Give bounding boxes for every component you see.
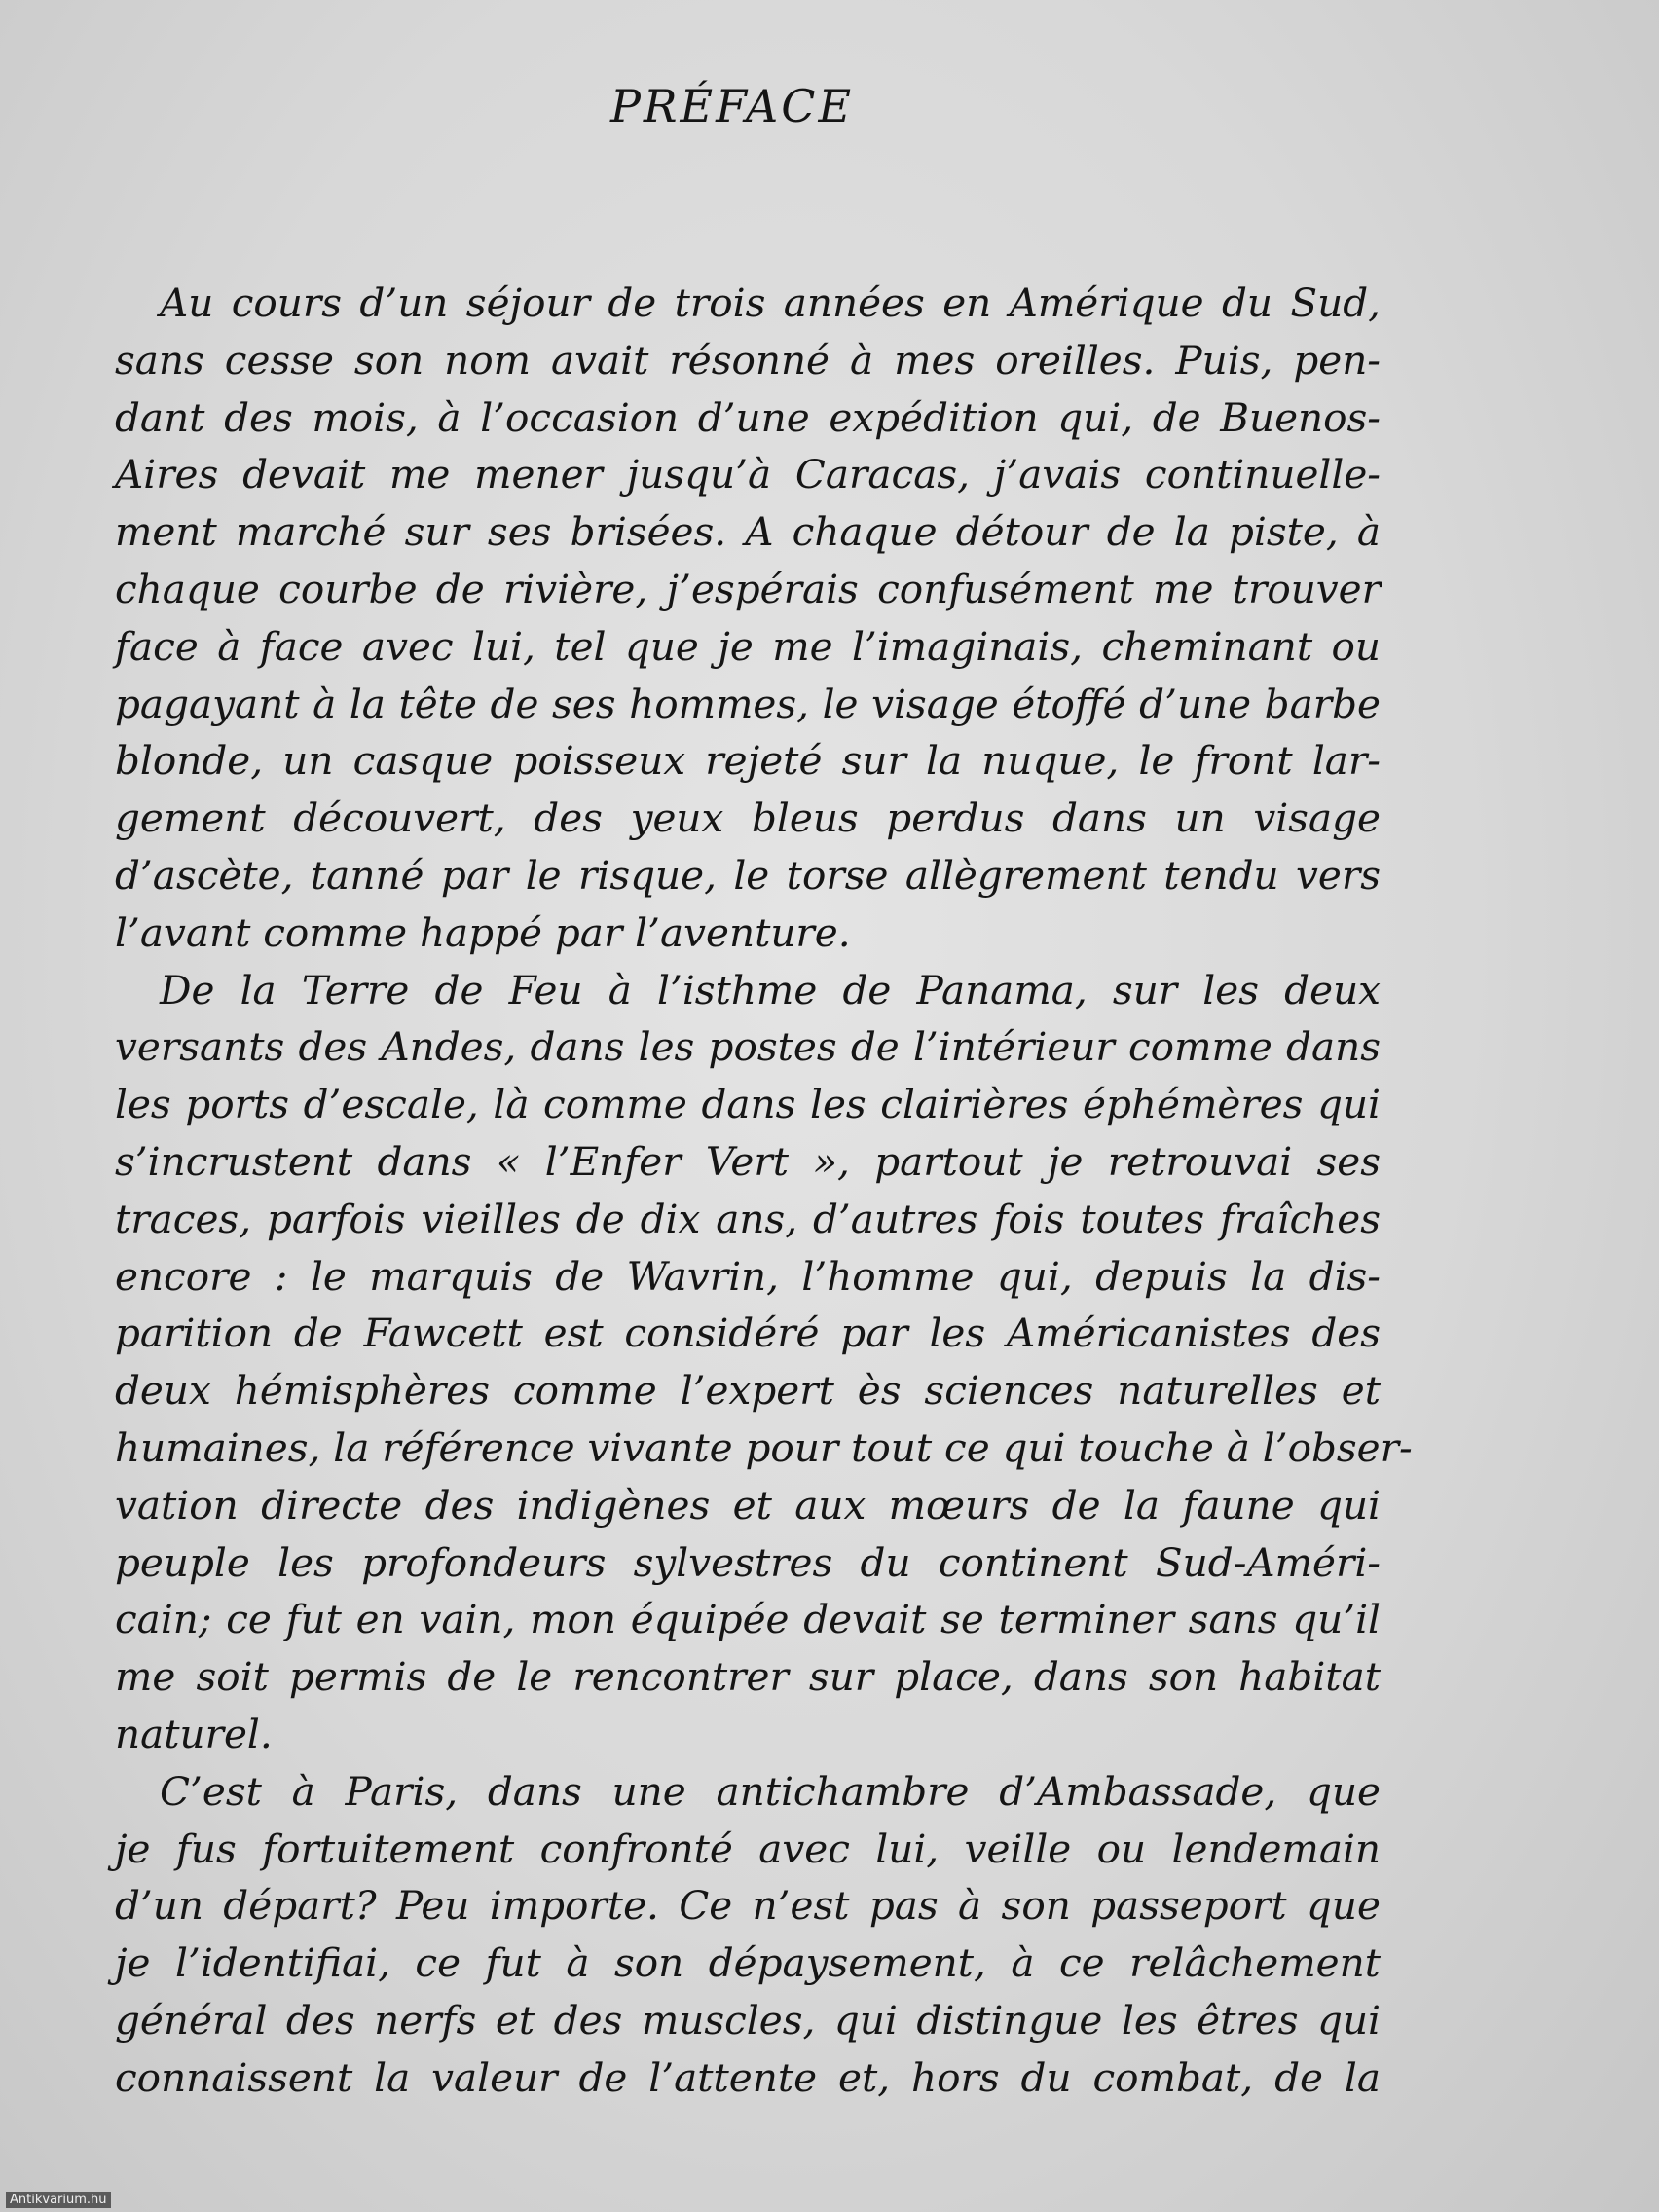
text-line: encore : le marquis de Wavrin, l’homme qui, depuis la dis- — [115, 1252, 1381, 1300]
text-line: gement découvert, des yeux bleus perdus dans un visage — [115, 794, 1381, 842]
text-line: je l’identifiai, ce fut à son dépaysement, à ce relâchement — [115, 1939, 1381, 1987]
text-line: parition de Fawcett est considéré par les Américanistes des — [115, 1309, 1381, 1357]
text-line: humaines, la référence vivante pour tout ce qui touche à l’obser- — [115, 1423, 1413, 1471]
text-line: général des nerfs et des muscles, qui distingue les êtres qui — [115, 1996, 1381, 2044]
text-line: naturel. — [115, 1710, 273, 1757]
text-line: De la Terre de Feu à l’isthme de Panama, sur les deux — [160, 966, 1381, 1014]
text-line: me soit permis de le rencontrer sur place, dans son habitat — [115, 1653, 1381, 1701]
text-line: traces, parfois vieilles de dix ans, d’autres fois toutes fraîches — [115, 1195, 1381, 1242]
text-line: s’incrustent dans « l’Enfer Vert », partout je retrouvai ses — [115, 1137, 1381, 1185]
paragraph — [115, 962, 1413, 1763]
text-line: d’un départ? Peu importe. Ce n’est pas à son passeport que — [115, 1882, 1381, 1930]
text-line: les ports d’escale, là comme dans les clairières éphémères qui — [115, 1081, 1381, 1128]
text-line: dant des mois, à l’occasion d’une expédition qui, de Buenos- — [115, 393, 1381, 441]
text-line: l’avant comme happé par l’aventure. — [115, 908, 851, 956]
text-line: chaque courbe de rivière, j’espérais confusément me trouver — [115, 565, 1381, 612]
page-title: PRÉFACE — [609, 80, 855, 132]
text-line: blonde, un casque poisseux rejeté sur la nuque, le front lar- — [115, 737, 1381, 785]
paragraph — [115, 275, 1381, 962]
text-line: pagayant à la tête de ses hommes, le visage étoffé d’une barbe — [115, 680, 1381, 727]
text-line: connaissent la valeur de l’attente et, hors du combat, de la — [115, 2053, 1381, 2101]
text-line: versants des Andes, dans les postes de l’intérieur comme dans — [115, 1023, 1381, 1071]
text-line: peuple les profondeurs sylvestres du continent Sud-Améri- — [115, 1538, 1381, 1586]
text-line: C’est à Paris, dans une antichambre d’Ambassade, que — [160, 1767, 1381, 1815]
text-line: sans cesse son nom avait résonné à mes oreilles. Puis, pen- — [115, 336, 1381, 384]
watermark: Antikvarium.hu — [6, 2192, 111, 2208]
text-line: face à face avec lui, tel que je me l’imaginais, cheminant ou — [115, 622, 1381, 670]
text-line: cain; ce fut en vain, mon équipée devait se terminer sans qu’il — [115, 1596, 1381, 1643]
text-line: ment marché sur ses brisées. A chaque détour de la piste, à — [115, 508, 1381, 556]
text-line: Aires devait me mener jusqu’à Caracas, j’avais continuelle- — [115, 451, 1381, 498]
text-line: d’ascète, tanné par le risque, le torse allègrement tendu vers — [115, 851, 1381, 899]
text-line: Au cours d’un séjour de trois années en Amérique du Sud, — [160, 279, 1381, 326]
text-line: vation directe des indigènes et aux mœurs de la faune qui — [115, 1481, 1381, 1529]
text-line: je fus fortuitement confronté avec lui, veille ou lendemain — [115, 1825, 1381, 1872]
paragraph — [115, 1763, 1381, 2107]
text-line: deux hémisphères comme l’expert ès sciences naturelles et — [115, 1367, 1381, 1415]
preface-body — [115, 275, 1413, 2107]
